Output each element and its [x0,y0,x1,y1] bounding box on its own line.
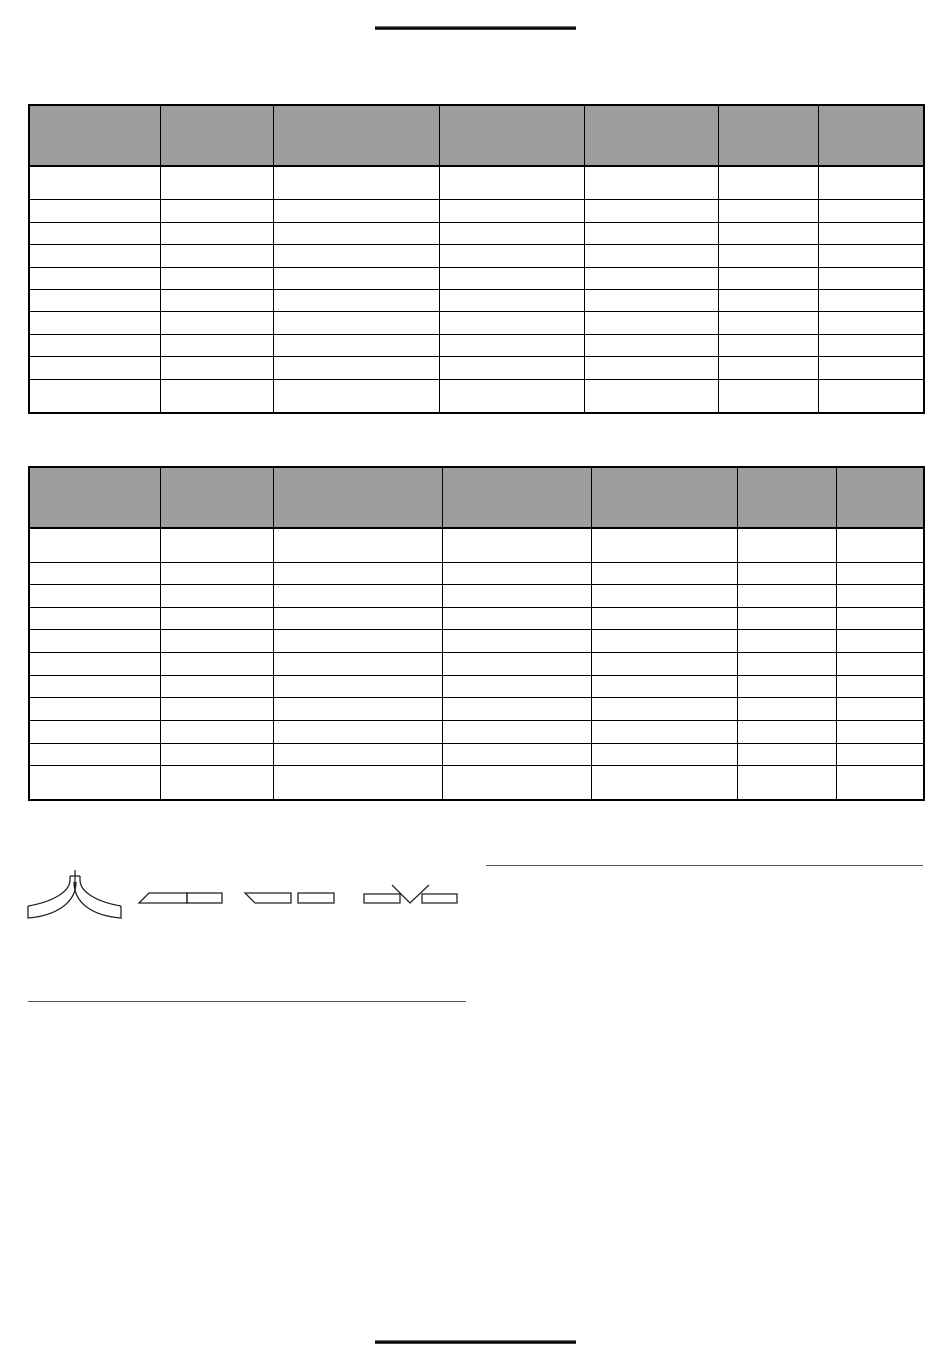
table-row [29,743,924,766]
table-cell [737,630,836,653]
table-cell [818,267,924,289]
table-cell [718,267,818,289]
table-cell [818,379,924,413]
table-cell [818,289,924,311]
table-cell [29,245,160,267]
table-cell [737,743,836,766]
table-cell [439,289,584,311]
top-rule-bar [375,26,576,30]
table-cell [718,312,818,334]
table-cell [160,721,273,744]
table-cell [584,166,718,200]
table-cell [442,630,591,653]
table-cell [591,675,737,698]
table-cell [718,289,818,311]
table-cell [836,698,924,721]
table-cell [591,653,737,676]
table-cell [273,166,439,200]
table-cell [737,528,836,562]
table-cell [29,585,160,608]
table-cell [29,166,160,200]
table-cell [160,698,273,721]
table-cell [584,312,718,334]
table-row [29,267,924,289]
table-cell [273,743,442,766]
table-cell [160,289,273,311]
column-header [29,467,160,528]
table-cell [273,698,442,721]
table-cell [273,312,439,334]
table-cell [160,245,273,267]
table-row [29,379,924,413]
table-row [29,222,924,244]
table-cell [439,334,584,356]
table-cell [160,766,273,800]
column-header [439,105,584,166]
table-cell [737,721,836,744]
table-cell [29,200,160,222]
table-cell [818,357,924,379]
table-cell [442,653,591,676]
table-cell [160,528,273,562]
table-row [29,585,924,608]
table-cell [442,721,591,744]
table-cell [29,289,160,311]
table-cell [160,166,273,200]
table-cell [273,721,442,744]
table-cell [836,675,924,698]
table-cell [160,334,273,356]
table-cell [29,357,160,379]
table-cell [29,312,160,334]
table-cell [29,267,160,289]
table-cell [584,200,718,222]
table-cell [160,357,273,379]
table-cell [718,334,818,356]
table-cell [273,200,439,222]
table-cell [836,607,924,630]
table-cell [442,743,591,766]
table-cell [273,334,439,356]
table-cell [737,766,836,800]
table-row [29,289,924,311]
table-cell [591,585,737,608]
table-cell [718,222,818,244]
table-cell [29,562,160,585]
table-cell [818,200,924,222]
table-cell [160,675,273,698]
column-header [160,105,273,166]
table-cell [584,245,718,267]
table-cell [442,585,591,608]
table-cell [836,766,924,800]
table-cell [718,357,818,379]
table-cell [439,312,584,334]
table-cell [273,585,442,608]
column-header [160,467,273,528]
table-row [29,334,924,356]
table-cell [160,607,273,630]
table-cell [273,653,442,676]
table-cell [818,166,924,200]
table-cell [836,585,924,608]
flare-joint-icon [24,868,126,924]
table-row [29,357,924,379]
table-cell [591,721,737,744]
table-cell [737,585,836,608]
table-cell [439,267,584,289]
table-row [29,528,924,562]
table-cell [591,607,737,630]
table-cell [818,245,924,267]
table-row [29,698,924,721]
table-cell [442,607,591,630]
table-cell [718,379,818,413]
table-cell [273,528,442,562]
table-cell [29,334,160,356]
table-cell [273,357,439,379]
v-groove-joint-icon [360,882,462,908]
column-header [818,105,924,166]
table-cell [442,528,591,562]
table-cell [439,222,584,244]
data-table-2 [28,466,925,801]
table-cell [591,630,737,653]
table-cell [160,743,273,766]
table-cell [718,200,818,222]
table-row [29,766,924,800]
table-cell [591,766,737,800]
table-cell [29,743,160,766]
column-header [737,467,836,528]
table-row [29,200,924,222]
table-cell [273,607,442,630]
table-row [29,312,924,334]
table-cell [29,698,160,721]
table-cell [439,200,584,222]
table-cell [29,766,160,800]
table-cell [29,528,160,562]
table-row [29,721,924,744]
table-cell [273,675,442,698]
table-cell [584,289,718,311]
table-cell [160,222,273,244]
table-cell [836,562,924,585]
table-cell [29,721,160,744]
table-header-row [29,105,924,166]
table-cell [737,653,836,676]
table-cell [818,334,924,356]
table-header-row [29,467,924,528]
table-cell [273,245,439,267]
table-cell [439,245,584,267]
table-cell [818,222,924,244]
table-cell [160,267,273,289]
table-cell [442,562,591,585]
table-cell [29,222,160,244]
table-cell [439,379,584,413]
table-cell [737,675,836,698]
column-header [584,105,718,166]
table-row [29,562,924,585]
bottom-rule-bar [375,1340,576,1344]
table-cell [591,698,737,721]
table-cell [160,585,273,608]
table-cell [737,562,836,585]
table-cell [584,357,718,379]
table-cell [836,743,924,766]
table-cell [160,379,273,413]
table-cell [273,222,439,244]
table-cell [273,562,442,585]
table-cell [818,312,924,334]
column-header [273,467,442,528]
table-row [29,675,924,698]
table-row [29,166,924,200]
table-cell [591,528,737,562]
column-header [591,467,737,528]
table-cell [442,698,591,721]
table-cell [273,267,439,289]
table-cell [160,653,273,676]
table-cell [29,653,160,676]
table-cell [273,379,439,413]
column-header [718,105,818,166]
table-cell [584,379,718,413]
table-cell [439,357,584,379]
horizontal-rule-left [28,1001,466,1002]
table-cell [718,245,818,267]
table-cell [836,528,924,562]
table-cell [442,675,591,698]
open-bevel-joint-icon [242,886,340,908]
column-header [442,467,591,528]
table-cell [584,334,718,356]
table-cell [718,166,818,200]
table-cell [273,766,442,800]
table-cell [442,766,591,800]
table-cell [160,630,273,653]
column-header [836,467,924,528]
table-cell [29,379,160,413]
table-cell [737,607,836,630]
table-cell [273,289,439,311]
table-cell [160,200,273,222]
table-row [29,245,924,267]
table-cell [29,607,160,630]
table-cell [29,675,160,698]
table-cell [273,630,442,653]
table-cell [591,562,737,585]
column-header [29,105,160,166]
table-cell [591,743,737,766]
table-cell [836,653,924,676]
table-row [29,653,924,676]
column-header [273,105,439,166]
table-cell [160,312,273,334]
table-row [29,630,924,653]
table-cell [160,562,273,585]
bevel-joint-icon [136,886,226,908]
table-cell [29,630,160,653]
table-cell [584,222,718,244]
table-cell [584,267,718,289]
data-table-1 [28,104,925,414]
table-row [29,607,924,630]
table-cell [439,166,584,200]
table-cell [737,698,836,721]
horizontal-rule-right [486,865,923,866]
table-cell [836,630,924,653]
table-cell [836,721,924,744]
